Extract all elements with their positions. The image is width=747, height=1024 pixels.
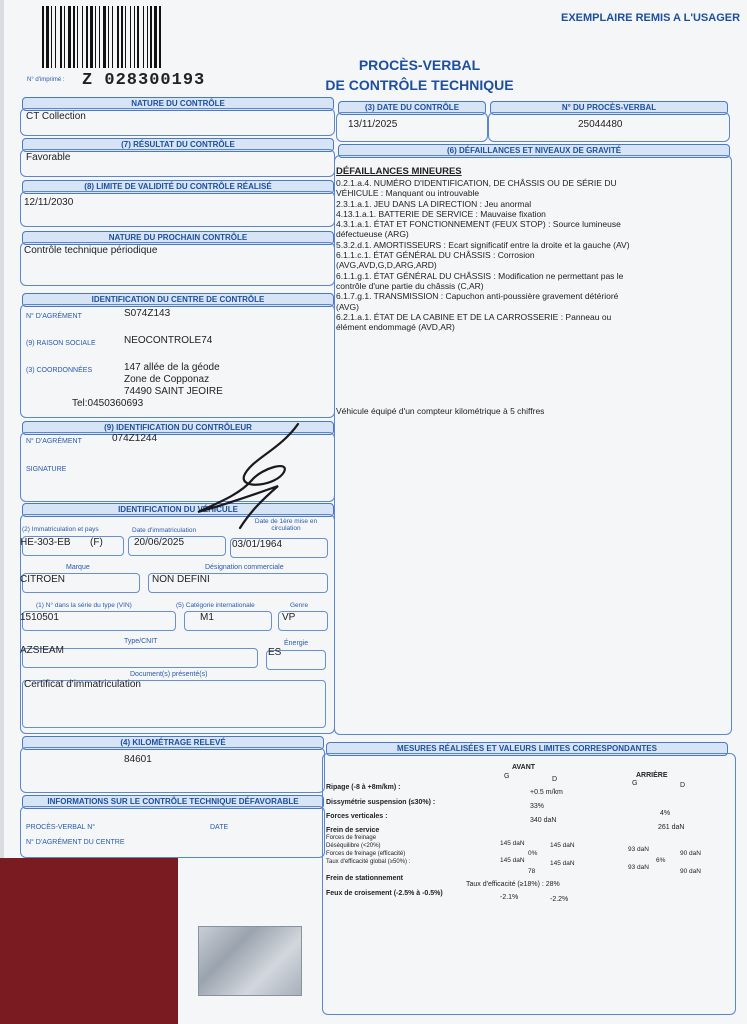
frein-stat-label: Frein de stationnement [326, 875, 404, 882]
forces-eff-label: Forces de freinage (efficacité) [326, 851, 406, 857]
centre-address-3: 74490 SAINT JEOIRE [124, 386, 223, 397]
num-pv-value: 25044480 [578, 119, 623, 130]
ff-ar-d: 90 daN [680, 850, 701, 857]
forces-ar: 261 daN [658, 824, 685, 831]
defaillance-line: (AVG,AVD,G,D,ARG,ARD) [336, 260, 437, 271]
marque-value: CITROEN [20, 574, 65, 585]
frein-stat-value: Taux d'efficacité (≥18%) : 28% [466, 881, 560, 888]
doc-title-line2: DE CONTRÔLE TECHNIQUE [325, 77, 514, 93]
defaillance-line: 4.13.1.a.1. BATTERIE DE SERVICE : Mauvaise fixation [336, 208, 546, 219]
defaillance-line: (AVG) [336, 301, 359, 312]
defavorable-date-label: DATE [210, 824, 229, 831]
defaillance-line: contrôle d'une partie du châssis (C,AR) [336, 280, 484, 291]
defavorable-pv-label: PROCÈS-VERBAL N° [26, 824, 96, 831]
ff-av-d: 145 daN [550, 842, 575, 849]
hologram-sticker [198, 926, 302, 996]
immat-pays: (F) [90, 537, 103, 548]
date-immat-value: 20/06/2025 [134, 537, 185, 548]
arriere-d-label: D [680, 782, 686, 789]
categorie-value: M1 [200, 612, 214, 623]
kilometrage-box [20, 747, 325, 793]
date-circ-value: 03/01/1964 [232, 539, 283, 550]
print-number-label: N° d'imprimé : [27, 77, 65, 83]
defaillance-line: 6.1.7.g.1. TRANSMISSION : Capuchon anti-poussière gravement détérioré [336, 291, 619, 302]
ff-ar-g: 93 daN [628, 846, 649, 853]
dissy-label: Dissymétrie suspension (≤30%) : [326, 799, 436, 806]
centre-raison: NEOCONTROLE74 [124, 335, 213, 346]
barcode-icon [42, 6, 210, 68]
frein-service-label: Frein de service [326, 827, 380, 834]
avant-g-label: G [504, 773, 510, 780]
centre-raison-label: (9) RAISON SOCIALE [26, 340, 96, 347]
defaillance-line: 6.1.1.g.1. ÉTAT GÉNÉRAL DU CHÂSSIS : Modification ne permettant pas le [336, 270, 624, 281]
feux-d: -2.2% [550, 896, 569, 903]
immat-label: (2) Immatriculation et pays [22, 526, 99, 533]
feux-label: Feux de croisement (-2.5% à -0.5%) [326, 890, 443, 897]
immat-value: HE-303-EB [20, 537, 71, 548]
vin-value: 1510501 [20, 612, 59, 623]
genre-label: Genre [290, 602, 309, 609]
centre-agrement: S074Z143 [124, 308, 171, 319]
avant-d-label: D [552, 776, 558, 783]
defaillance-line: 4.3.1.a.1. ÉTAT ET FONCTIONNEMENT (FEUX STOP) : Source lumineuse [336, 219, 621, 230]
ripage-label: Ripage (-8 à +8m/km) : [326, 784, 401, 791]
defavorable-header: INFORMATIONS SUR LE CONTRÔLE TECHNIQUE DÉFAVORABLE [22, 795, 324, 809]
forces-freinage-label: Forces de freinage [326, 835, 377, 841]
feux-g: -2.1% [500, 894, 519, 901]
red-fabric-background [0, 858, 178, 1024]
limite-header: (8) LIMITE DE VALIDITÉ DU CONTRÔLE RÉALISÉ [22, 180, 334, 194]
marque-label: Marque [66, 564, 90, 571]
type-value: AZSIEAM [20, 645, 64, 656]
documents-label: Document(s) présenté(s) [130, 671, 208, 678]
documents-value: Certificat d'immatriculation [24, 679, 141, 690]
fe-ar-d: 90 daN [680, 868, 701, 875]
resultat-value: Favorable [26, 152, 71, 163]
forces-av: 340 daN [530, 817, 557, 824]
avant-label: AVANT [512, 764, 536, 771]
defaillances-note: Véhicule équipé d'un compteur kilométrique à 5 chiffres [336, 406, 545, 416]
date-controle-value: 13/11/2025 [348, 119, 398, 130]
energie-value: ES [268, 647, 282, 658]
arriere-label: ARRIÈRE [636, 772, 668, 779]
dissy-ar: 4% [660, 810, 671, 817]
nature-value: CT Collection [26, 111, 86, 122]
ripage-value: +0.5 m/km [530, 789, 563, 796]
taux-global-value: 78 [528, 868, 536, 875]
controleur-agrement: 074Z1244 [112, 433, 158, 444]
limite-value: 12/11/2030 [24, 197, 74, 208]
defaillance-line: VÉHICULE : Manquant ou introuvable [336, 188, 480, 199]
vehicule-header: IDENTIFICATION DU VÉHICULE [22, 503, 334, 517]
print-number: Z 028300193 [82, 71, 206, 90]
genre-value: VP [282, 612, 296, 623]
deseq-av: 0% [528, 850, 538, 857]
defaillance-line: élément endommagé (AVD,AR) [336, 322, 455, 333]
fe-ar-g: 93 daN [628, 864, 649, 871]
deseq-ar: 6% [656, 857, 666, 864]
defaillance-line: 6.2.1.a.1. ÉTAT DE LA CABINE ET DE LA CARROSSERIE : Panneau ou [336, 311, 612, 322]
forces-label: Forces verticales : [326, 813, 388, 820]
type-label: Type/CNIT [124, 638, 158, 645]
date-immat-label: Date d'immatriculation [132, 527, 197, 534]
mesures-header: MESURES RÉALISÉES ET VALEURS LIMITES CORRESPONDANTES [326, 742, 728, 756]
fe-av-d: 145 daN [550, 860, 575, 867]
defaillances-list [336, 178, 716, 332]
centre-agrement-label: N° D'AGRÉMENT [26, 313, 82, 320]
centre-address-1: 147 allée de la géode [124, 362, 220, 373]
defaillances-header: (6) DÉFAILLANCES ET NIVEAUX DE GRAVITÉ [338, 144, 730, 158]
energie-label: Énergie [284, 640, 309, 647]
kilometrage-value: 84601 [124, 754, 152, 765]
doc-title-line1: PROCÈS-VERBAL [358, 57, 481, 73]
vin-label: (1) N° dans la série du type (VIN) [36, 602, 132, 609]
controleur-header: (9) IDENTIFICATION DU CONTRÔLEUR [22, 421, 334, 435]
defaillances-heading: DÉFAILLANCES MINEURES [336, 166, 462, 177]
desequilibre-label: Déséquilibre (<20%) [326, 843, 381, 849]
designation-label: Désignation commerciale [205, 564, 284, 571]
controleur-agrement-label: N° D'AGRÉMENT [26, 438, 82, 445]
date-controle-header: (3) DATE DU CONTRÔLE [338, 101, 486, 115]
categorie-label: (5) Catégorie internationale [176, 602, 255, 609]
defavorable-agrement-label: N° D'AGRÉMENT DU CENTRE [26, 839, 125, 846]
num-pv-header: N° DU PROCÈS-VERBAL [490, 101, 728, 115]
signature-scribble [180, 420, 310, 530]
nature-header: NATURE DU CONTRÔLE [22, 97, 334, 111]
arriere-g-label: G [632, 780, 638, 787]
dissy-av: 33% [530, 803, 545, 810]
categorie-field [184, 611, 272, 631]
prochain-value: Contrôle technique périodique [24, 245, 158, 256]
defaillance-line: 6.1.1.c.1. ÉTAT GÉNÉRAL DU CHÂSSIS : Corrosion [336, 250, 535, 261]
centre-header: IDENTIFICATION DU CENTRE DE CONTRÔLE [22, 293, 334, 307]
centre-address-2: Zone de Copponaz [124, 374, 210, 385]
signature-label: SIGNATURE [26, 466, 67, 473]
defavorable-box [20, 806, 325, 858]
defaillance-line: 2.3.1.a.1. JEU DANS LA DIRECTION : Jeu anormal [336, 198, 532, 209]
copy-label: EXEMPLAIRE REMIS A L'USAGER [561, 12, 741, 24]
designation-value: NON DEFINI [152, 574, 210, 585]
centre-coord-label: (3) COORDONNÉES [26, 367, 93, 374]
defaillance-line: défectueuse (ARG) [336, 229, 409, 240]
ff-av-g: 145 daN [500, 840, 525, 847]
resultat-header: (7) RÉSULTAT DU CONTRÔLE [22, 138, 334, 152]
centre-box [20, 304, 335, 418]
defaillance-line: 5.3.2.d.1. AMORTISSEURS : Ecart significatif entre la droite et la gauche (AV) [336, 239, 630, 250]
taux-global-label: Taux d'efficacité global (≥50%) : [326, 859, 411, 865]
fe-av-g: 145 daN [500, 857, 525, 864]
kilometrage-header: (4) KILOMÉTRAGE RELEVÉ [22, 736, 324, 750]
defaillance-line: 0.2.1.a.4. NUMÉRO D'IDENTIFICATION, DE CHÂSSIS OU DE SÉRIE DU [336, 178, 617, 188]
centre-tel: Tel:0450360693 [72, 398, 144, 409]
prochain-header: NATURE DU PROCHAIN CONTRÔLE [22, 231, 334, 245]
date-circ-label: Date de 1ère mise en circulation [254, 518, 318, 532]
